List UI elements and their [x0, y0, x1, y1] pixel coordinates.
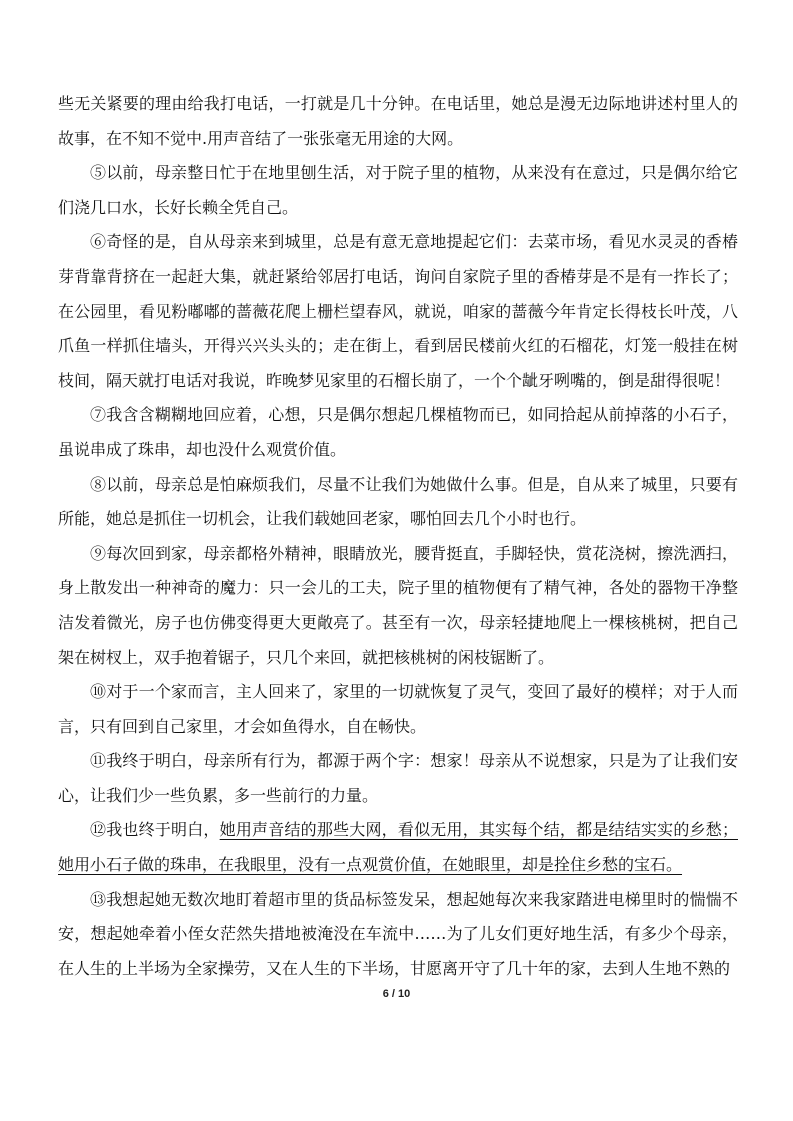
article-body — [58, 87, 738, 986]
paragraph-6: ⑥奇怪的是，自从母亲来到城里，总是有意无意地提起它们：去菜市场，看见水灵灵的香椿芽背靠背挤在一起赶大集，就赶紧给邻居打电话，询问自家院子里的香椿芽是不是有一拃长了；在公园里，看见粉嘟嘟的蔷薇花爬上栅栏望春风，就说，咱家的蔷薇今年肯定长得枝长叶茂，八爪鱼一样抓住墙头，开得兴兴头头的；走在街上，看到居民楼前火红的石榴花，灯笼一般挂在树枝间，隔天就打电话对我说，昨晚梦见家里的石榴长崩了，一个个龇牙咧嘴的，倒是甜得很呢！ — [58, 232, 738, 390]
paragraph-5: ⑤以前，母亲整日忙于在地里刨生活，对于院子里的植物，从来没有在意过，只是偶尔给它们浇几口水，长好长赖全凭自己。 — [58, 163, 738, 217]
page-number: 6 / 10 — [382, 988, 411, 1000]
paragraph-12-underlined: 她用声音结的那些大网，看似无用，其实每个结，都是结结实实的乡愁；她用小石子做的珠串，在我眼里，没有一点观赏价值，在她眼里，却是拴住乡愁的宝石。 — [58, 820, 738, 875]
paragraph-12-lead: ⑫我也终于明白， — [90, 820, 220, 840]
paragraph-7: ⑦我含含糊糊地回应着，心想，只是偶尔想起几棵植物而已，如同拾起从前掉落的小石子，虽说串成了珠串，却也没什么观赏价值。 — [58, 405, 738, 459]
paragraph-10: ⑩对于一个家而言，主人回来了，家里的一切就恢复了灵气，变回了最好的模样；对于人而言，只有回到自己家里，才会如鱼得水，自在畅快。 — [58, 682, 738, 736]
paragraph-8: ⑧以前，母亲总是怕麻烦我们，尽量不让我们为她做什么事。但是，自从来了城里，只要有所能，她总是抓住一切机会，让我们载她回老家，哪怕回去几个小时也行。 — [58, 474, 738, 529]
paragraph-11: ⑪我终于明白，母亲所有行为，都源于两个字：想家！母亲从不说想家，只是为了让我们安心，让我们少一些负累，多一些前行的力量。 — [58, 751, 738, 805]
paragraph-continued: 些无关紧要的理由给我打电话，一打就是几十分钟。在电话里，她总是漫无边际地讲述村里人的故事，在不知不觉中.用声音结了一张张毫无用途的大网。 — [58, 94, 738, 148]
paragraph-12 — [58, 813, 738, 882]
paragraph-13: ⑬我想起她无数次地盯着超市里的货品标签发呆，想起她每次来我家踏进电梯里时的惴惴不安，想起她牵着小侄女茫然失措地被淹没在车流中……为了儿女们更好地生活，有多少个母亲，在人生的上半场为全家操劳，又在人生的下半场，甘愿离开守了几十年的家，去到人生地不熟的 — [58, 889, 738, 978]
paragraph-9: ⑨每次回到家，母亲都格外精神，眼睛放光，腰背挺直，手脚轻快，赏花浇树，擦洗洒扫，身上散发出一种神奇的魔力：只一会儿的工夫，院子里的植物便有了精气神，各处的器物干净整洁发着微光，房子也仿佛变得更大更敞亮了。甚至有一次，母亲轻捷地爬上一棵核桃树，把自己架在树杈上，双手抱着锯子，只几个来回，就把核桃树的闲枝锯断了。 — [58, 543, 738, 667]
